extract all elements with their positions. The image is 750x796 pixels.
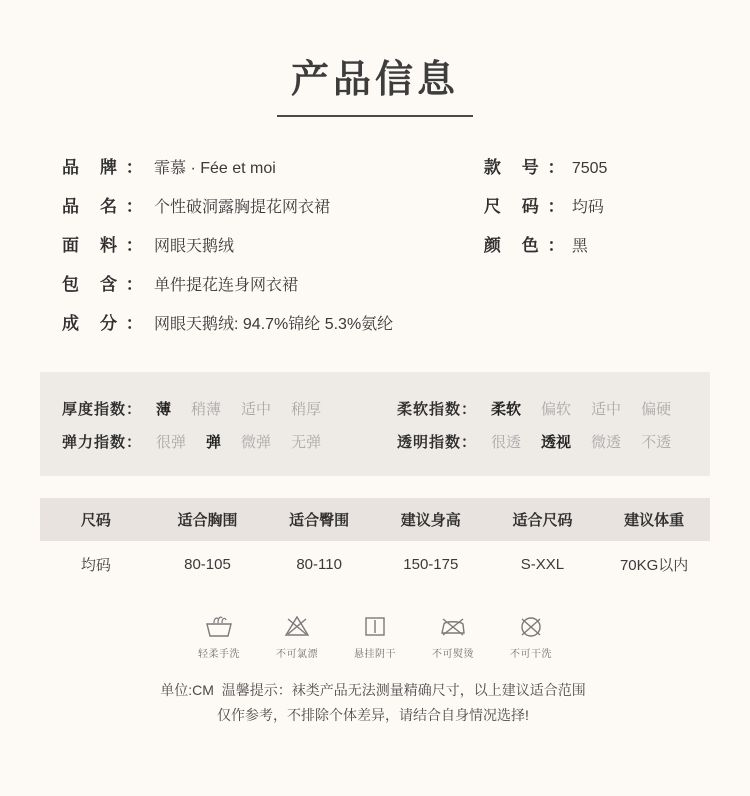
spec-row-brand bbox=[62, 153, 484, 178]
index-option[interactable]: 微弹 bbox=[241, 434, 272, 451]
index-option[interactable]: 薄 bbox=[156, 401, 172, 418]
title-underline bbox=[277, 115, 473, 117]
cell-height: 150-175 bbox=[375, 541, 487, 588]
no-iron-icon bbox=[426, 610, 480, 642]
spec-value: 均码 bbox=[571, 199, 604, 216]
index-option[interactable]: 无弹 bbox=[291, 434, 322, 451]
spec-row-color bbox=[484, 231, 680, 256]
page-title-section bbox=[0, 0, 750, 117]
care-label: 不可熨烫 bbox=[432, 649, 474, 660]
index-group-elasticity bbox=[40, 431, 375, 452]
spec-label: 品 名 ： bbox=[62, 197, 145, 216]
index-row-1 bbox=[40, 392, 710, 425]
specs-right-column bbox=[484, 153, 680, 270]
care-item-hang-dry bbox=[348, 610, 402, 660]
care-label: 不可干洗 bbox=[510, 649, 552, 660]
care-item-no-dryclean bbox=[504, 610, 558, 660]
care-label: 不可氯漂 bbox=[276, 649, 318, 660]
index-group-thickness bbox=[40, 398, 375, 419]
page-title: 产品信息 bbox=[290, 59, 459, 101]
table-row bbox=[40, 541, 710, 588]
spec-row-size bbox=[484, 192, 680, 217]
care-item-hand-wash bbox=[192, 610, 246, 660]
spec-value: 黑 bbox=[571, 238, 588, 255]
footnote-tip-cont: 仅作参考，不排除个体差异，请结合自身情况选择! bbox=[217, 707, 529, 724]
cell-fit-size: S-XXL bbox=[487, 541, 599, 588]
hang-dry-icon bbox=[348, 610, 402, 642]
care-instructions bbox=[0, 610, 750, 660]
index-label: 透明指数： bbox=[397, 434, 478, 451]
index-option[interactable]: 不透 bbox=[641, 434, 672, 451]
spec-value: 霏慕 · Fée et moi bbox=[154, 160, 276, 177]
index-option[interactable]: 稍薄 bbox=[191, 401, 222, 418]
spec-label: 包 含 ： bbox=[62, 275, 145, 294]
size-chart-table bbox=[40, 498, 710, 588]
cell-weight: 70KG以内 bbox=[598, 541, 710, 588]
index-group-transparency bbox=[375, 431, 710, 452]
index-option[interactable]: 透视 bbox=[541, 434, 572, 451]
cell-bust: 80-105 bbox=[152, 541, 264, 588]
spec-label: 面 料 ： bbox=[62, 236, 145, 255]
footnote-line-2 bbox=[0, 703, 750, 728]
spec-label: 品 牌 ： bbox=[62, 158, 145, 177]
index-option[interactable]: 偏硬 bbox=[641, 401, 672, 418]
index-label: 弹力指数： bbox=[62, 434, 143, 451]
specifications bbox=[0, 153, 750, 348]
hand-wash-icon bbox=[192, 610, 246, 642]
index-option[interactable]: 很弹 bbox=[156, 434, 187, 451]
footnote bbox=[0, 678, 750, 728]
index-label: 柔软指数： bbox=[397, 401, 478, 418]
spec-row-product-name bbox=[62, 192, 484, 217]
column-header-size: 尺码 bbox=[40, 498, 152, 541]
care-item-no-bleach bbox=[270, 610, 324, 660]
spec-value: 单件提花连身网衣裙 bbox=[154, 277, 299, 294]
footnote-line-1 bbox=[0, 678, 750, 703]
care-label: 轻柔手洗 bbox=[198, 649, 240, 660]
spec-label: 成 分 ： bbox=[62, 314, 145, 333]
column-header-bust: 适合胸围 bbox=[152, 498, 264, 541]
spec-value: 网眼天鹅绒 bbox=[154, 238, 235, 255]
specs-left-column bbox=[62, 153, 484, 348]
no-dryclean-icon bbox=[504, 610, 558, 642]
column-header-weight: 建议体重 bbox=[598, 498, 710, 541]
attribute-index-panel bbox=[40, 372, 710, 476]
spec-row-composition bbox=[62, 309, 484, 334]
index-option[interactable]: 弹 bbox=[206, 434, 222, 451]
index-label: 厚度指数： bbox=[62, 401, 143, 418]
index-row-2 bbox=[40, 425, 710, 458]
spec-value: 个性破洞露胸提花网衣裙 bbox=[154, 199, 331, 216]
footnote-tip: 温馨提示：袜类产品无法测量精确尺寸，以上建议适合范围 bbox=[221, 682, 586, 698]
column-header-fit-size: 适合尺码 bbox=[487, 498, 599, 541]
spec-value: 7505 bbox=[571, 160, 608, 177]
index-option[interactable]: 稍厚 bbox=[291, 401, 322, 418]
index-option[interactable]: 柔软 bbox=[491, 401, 522, 418]
index-group-softness bbox=[375, 398, 710, 419]
index-option[interactable]: 微透 bbox=[591, 434, 622, 451]
index-option[interactable]: 很透 bbox=[491, 434, 522, 451]
spec-row-includes bbox=[62, 270, 484, 295]
spec-label: 尺 码 ： bbox=[483, 197, 567, 216]
spec-row-model-number bbox=[484, 153, 680, 178]
column-header-hip: 适合臀围 bbox=[263, 498, 375, 541]
spec-row-fabric bbox=[62, 231, 484, 256]
column-header-height: 建议身高 bbox=[375, 498, 487, 541]
no-bleach-icon bbox=[270, 610, 324, 642]
care-item-no-iron bbox=[426, 610, 480, 660]
unit-label: 单位:CM bbox=[160, 682, 214, 698]
spec-label: 颜 色 ： bbox=[483, 236, 567, 255]
cell-hip: 80-110 bbox=[263, 541, 375, 588]
care-label: 悬挂阴干 bbox=[354, 649, 396, 660]
spec-value: 网眼天鹅绒: 94.7%锦纶 5.3%氨纶 bbox=[154, 316, 394, 333]
cell-size: 均码 bbox=[40, 541, 152, 588]
index-option[interactable]: 适中 bbox=[591, 401, 622, 418]
spec-label: 款 号 ： bbox=[483, 158, 567, 177]
table-header-row bbox=[40, 498, 710, 541]
index-option[interactable]: 适中 bbox=[241, 401, 272, 418]
index-option[interactable]: 偏软 bbox=[541, 401, 572, 418]
